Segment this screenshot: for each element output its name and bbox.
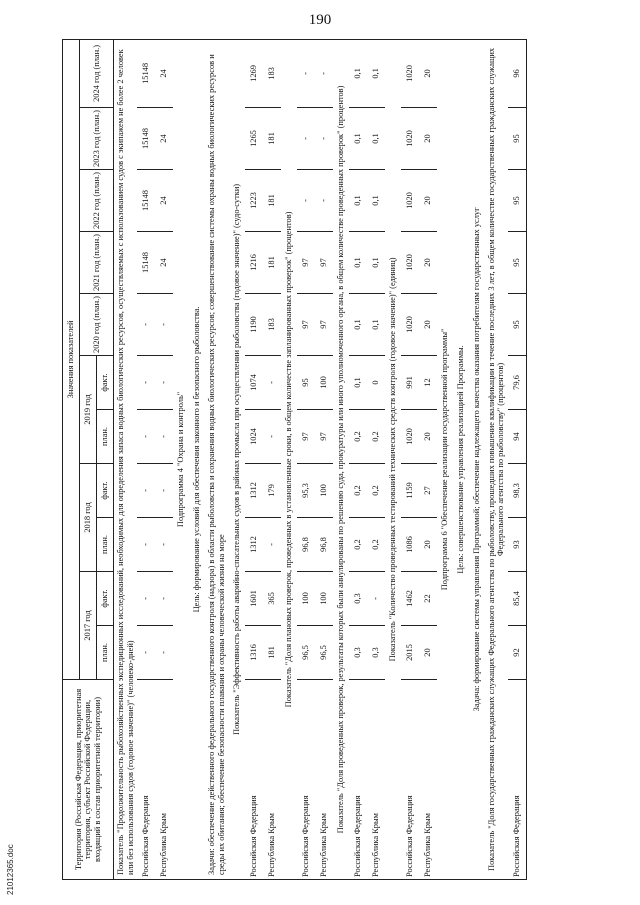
value-cell: 1020 xyxy=(401,170,419,232)
value-cell: - xyxy=(137,572,155,626)
value-cell: 1265 xyxy=(245,108,263,170)
value-cell: 100 xyxy=(315,572,333,626)
value-cell: 365 xyxy=(263,572,281,626)
value-cell: 15148 xyxy=(137,170,155,232)
value-cell: 95 xyxy=(508,170,527,232)
value-cell: - xyxy=(263,356,281,410)
territory-name: Российская Федерация xyxy=(141,795,151,877)
value-cell: 22 xyxy=(419,572,437,626)
year-2019-header: 2019 год xyxy=(80,356,97,464)
value-cell: 100 xyxy=(297,572,315,626)
section-row xyxy=(281,39,297,879)
value-cell: 181 xyxy=(263,626,281,680)
section-text: Показатель "Количество проведенных тестирований технических средств контроля (годовое значение)" (единиц) xyxy=(385,39,401,879)
value-cell: 96,8 xyxy=(297,518,315,572)
value-cell: 0,1 xyxy=(349,170,367,232)
value-cell: 0,1 xyxy=(349,39,367,107)
section-text: Цель: формирование условий для обеспечения законного и безопасного рыболовства. xyxy=(189,39,205,879)
territory-name: Республика Крым xyxy=(266,813,276,877)
value-cell: 0,2 xyxy=(349,518,367,572)
value-cell: 1020 xyxy=(401,294,419,356)
table-row xyxy=(349,39,367,879)
value-cell: 0,2 xyxy=(367,410,385,464)
value-cell: - xyxy=(155,518,173,572)
value-cell: 12 xyxy=(419,356,437,410)
value-cell: 97 xyxy=(315,294,333,356)
fact-header: факт. xyxy=(97,572,114,626)
section-text: Подпрограмма 6 "Обеспечение реализации государственной программы" xyxy=(437,39,453,879)
section-row xyxy=(437,39,453,879)
rotated-table-container xyxy=(62,40,602,880)
value-cell: 20 xyxy=(419,108,437,170)
table-row xyxy=(297,39,315,879)
value-cell: 181 xyxy=(263,170,281,232)
value-cell: 97 xyxy=(315,410,333,464)
value-cell: 1216 xyxy=(245,232,263,294)
section-text: Подпрограмма 4 "Охрана и контроль" xyxy=(173,39,189,879)
value-cell: - xyxy=(297,39,315,107)
section-text: Задача: формирование системы управления Программой; обеспечение надлежащего качества оказания потребителям государственных услуг xyxy=(469,39,485,879)
territory-name: Республика Крым xyxy=(370,813,380,877)
territory-name: Республика Крым xyxy=(159,813,169,877)
section-row xyxy=(173,39,189,879)
table-row xyxy=(263,39,281,879)
value-cell: - xyxy=(137,294,155,356)
value-cell: 20 xyxy=(419,170,437,232)
value-cell: 183 xyxy=(263,294,281,356)
value-cell: - xyxy=(137,464,155,518)
value-cell: 0,1 xyxy=(349,108,367,170)
table-row xyxy=(245,39,263,879)
value-cell: 97 xyxy=(315,232,333,294)
territory-name: Республика Крым xyxy=(318,813,328,877)
value-cell: 24 xyxy=(155,170,173,232)
table-body xyxy=(114,39,527,879)
value-cell: 2015 xyxy=(401,626,419,680)
value-cell: 0,2 xyxy=(367,464,385,518)
year-2020-header: 2020 год (план.) xyxy=(80,294,114,356)
value-cell: 92 xyxy=(508,626,527,680)
value-cell: 20 xyxy=(419,518,437,572)
value-cell: 95 xyxy=(508,108,527,170)
territory-name: Российская Федерация xyxy=(512,795,522,877)
value-cell: 0,1 xyxy=(367,108,385,170)
value-cell: 20 xyxy=(419,39,437,107)
value-cell: 98,3 xyxy=(508,464,527,518)
value-cell: 79,6 xyxy=(508,356,527,410)
value-cell: - xyxy=(137,356,155,410)
table-row xyxy=(508,39,527,879)
plan-header: план. xyxy=(97,410,114,464)
value-cell: - xyxy=(137,626,155,680)
table-row xyxy=(155,39,173,879)
value-cell: - xyxy=(155,356,173,410)
document-code: 21012365.doc xyxy=(6,844,15,895)
section-row xyxy=(189,39,205,879)
value-cell: 27 xyxy=(419,464,437,518)
value-cell: - xyxy=(263,410,281,464)
value-cell: 20 xyxy=(419,232,437,294)
value-cell: - xyxy=(315,39,333,107)
value-cell: 100 xyxy=(315,356,333,410)
value-cell: 96,5 xyxy=(315,626,333,680)
value-cell: 0,1 xyxy=(367,232,385,294)
value-cell: 15148 xyxy=(137,232,155,294)
value-cell: 1190 xyxy=(245,294,263,356)
value-cell: 1024 xyxy=(245,410,263,464)
indicators-table xyxy=(62,39,527,880)
table-row xyxy=(367,39,385,879)
value-cell: 1020 xyxy=(401,108,419,170)
value-cell: 96,5 xyxy=(297,626,315,680)
value-cell: 1159 xyxy=(401,464,419,518)
value-cell: - xyxy=(297,170,315,232)
value-cell: 0,1 xyxy=(367,294,385,356)
section-row xyxy=(385,39,401,879)
value-cell: 0,1 xyxy=(367,170,385,232)
value-cell: 97 xyxy=(297,294,315,356)
value-cell: - xyxy=(315,170,333,232)
value-cell: 0 xyxy=(367,356,385,410)
value-cell: 20 xyxy=(419,294,437,356)
plan-header: план. xyxy=(97,626,114,680)
value-cell: 183 xyxy=(263,39,281,107)
value-cell: 1269 xyxy=(245,39,263,107)
value-cell: 1223 xyxy=(245,170,263,232)
value-cell: 1312 xyxy=(245,464,263,518)
section-row xyxy=(229,39,245,879)
value-cell: 96,8 xyxy=(315,518,333,572)
value-cell: 181 xyxy=(263,108,281,170)
value-cell: 1316 xyxy=(245,626,263,680)
value-cell: 93 xyxy=(508,518,527,572)
territory-name: Республика Крым xyxy=(422,813,432,877)
value-cell: 991 xyxy=(401,356,419,410)
value-cell: 0,2 xyxy=(349,410,367,464)
value-cell: 95 xyxy=(508,294,527,356)
value-cell: 97 xyxy=(297,232,315,294)
territory-header: Территория (Российская Федерация, приоритетная территория, субъект Российской Федерации, входящий в состав приоритетной территории) xyxy=(63,680,114,880)
fact-header: факт. xyxy=(97,356,114,410)
value-cell: 0,1 xyxy=(349,294,367,356)
value-cell: 94 xyxy=(508,410,527,464)
value-cell: 0,3 xyxy=(367,626,385,680)
value-cell: 1020 xyxy=(401,410,419,464)
value-cell: 1020 xyxy=(401,39,419,107)
table-row xyxy=(419,39,437,879)
value-cell: 1086 xyxy=(401,518,419,572)
values-header: Значения показателей xyxy=(63,39,80,679)
table-row xyxy=(137,39,155,879)
fact-header: факт. xyxy=(97,464,114,518)
territory-name: Российская Федерация xyxy=(300,795,310,877)
value-cell: 95,3 xyxy=(297,464,315,518)
plan-header: план. xyxy=(97,518,114,572)
page-number: 190 xyxy=(308,12,332,28)
value-cell: - xyxy=(155,410,173,464)
value-cell: - xyxy=(367,572,385,626)
section-row xyxy=(205,39,228,879)
value-cell: 1020 xyxy=(401,232,419,294)
value-cell: 24 xyxy=(155,108,173,170)
value-cell: 0,2 xyxy=(349,464,367,518)
value-cell: 96 xyxy=(508,39,527,107)
table-row xyxy=(401,39,419,879)
year-2018-header: 2018 год xyxy=(80,464,97,572)
year-2022-header: 2022 год (план.) xyxy=(80,170,114,232)
section-text: Показатель "Эффективность работы аварийно-спасательных судов в районах промысла при осуществлении рыболовства (годовое значение)" (судо-сутки) xyxy=(229,39,245,879)
year-2024-header: 2024 год (план.) xyxy=(80,39,114,107)
value-cell: 1462 xyxy=(401,572,419,626)
section-text: Показатель "Продолжительность рыбохозяйственных экспедиционных исследований, необходимых для определения запаса водных биологических ресурсов, осуществляемых с использованием судов с экипажем не более 2 человек или без использования судов (годовое значение)" (человеко-дней) xyxy=(114,39,138,879)
section-text: Цель: совершенствование управления реализацией Программы. xyxy=(453,39,469,879)
section-text: Задачи: обеспечение действенного федерального государственного контроля (надзора) в области рыболовства и сохранения водных биологических ресурсов; совершенствование системы охраны водных биологических ресурсов и среды их обитания; обеспечение безопасности плавания и охраны человеческой жизни на море xyxy=(205,39,228,879)
value-cell: 15148 xyxy=(137,108,155,170)
section-row xyxy=(114,39,138,879)
value-cell: 0,3 xyxy=(349,626,367,680)
section-row xyxy=(333,39,349,879)
value-cell: - xyxy=(155,294,173,356)
value-cell: 100 xyxy=(315,464,333,518)
value-cell: - xyxy=(137,518,155,572)
table-row xyxy=(315,39,333,879)
value-cell: 1601 xyxy=(245,572,263,626)
value-cell: 97 xyxy=(297,410,315,464)
section-text: Показатель "Доля плановых проверок, проведенных в установленные сроки, в общем количестве запланированных проверок" (процентов) xyxy=(281,39,297,879)
territory-name: Российская Федерация xyxy=(248,795,258,877)
section-row xyxy=(469,39,485,879)
territory-name: Российская Федерация xyxy=(352,795,362,877)
section-row xyxy=(453,39,469,879)
table-header xyxy=(63,39,114,879)
value-cell: 0,2 xyxy=(367,518,385,572)
value-cell: 20 xyxy=(419,626,437,680)
section-row xyxy=(485,39,508,879)
value-cell: - xyxy=(297,108,315,170)
value-cell: 0,3 xyxy=(349,572,367,626)
year-2017-header: 2017 год xyxy=(80,572,97,680)
value-cell: 20 xyxy=(419,410,437,464)
value-cell: 95 xyxy=(508,232,527,294)
value-cell: 0,1 xyxy=(349,356,367,410)
value-cell: 24 xyxy=(155,39,173,107)
value-cell: - xyxy=(155,626,173,680)
value-cell: - xyxy=(155,464,173,518)
value-cell: 24 xyxy=(155,232,173,294)
value-cell: - xyxy=(155,572,173,626)
value-cell: 15148 xyxy=(137,39,155,107)
value-cell: 179 xyxy=(263,464,281,518)
value-cell: 0,1 xyxy=(349,232,367,294)
value-cell: 95 xyxy=(297,356,315,410)
value-cell: - xyxy=(315,108,333,170)
value-cell: 1312 xyxy=(245,518,263,572)
section-text: Показатель "Доля государственных гражданских служащих Федерального агентства по рыболовству, прошедших повышение квалификации в течение последних 3 лет, в общем количестве государственных гражданских служащих Федерального агентства по рыболовству" (процентов) xyxy=(485,39,508,879)
section-text: Показатель "Доля проведенных проверок, результаты которых были аннулированы по решению суда, прокуратуры или иного уполномоченного органа, в общем количестве проведенных проверок" (процентов) xyxy=(333,39,349,879)
value-cell: 85,4 xyxy=(508,572,527,626)
value-cell: - xyxy=(137,410,155,464)
value-cell: 0,1 xyxy=(367,39,385,107)
year-2023-header: 2023 год (план.) xyxy=(80,108,114,170)
value-cell: - xyxy=(263,518,281,572)
value-cell: 1074 xyxy=(245,356,263,410)
year-2021-header: 2021 год (план.) xyxy=(80,232,114,294)
value-cell: 181 xyxy=(263,232,281,294)
territory-name: Российская Федерация xyxy=(404,795,414,877)
